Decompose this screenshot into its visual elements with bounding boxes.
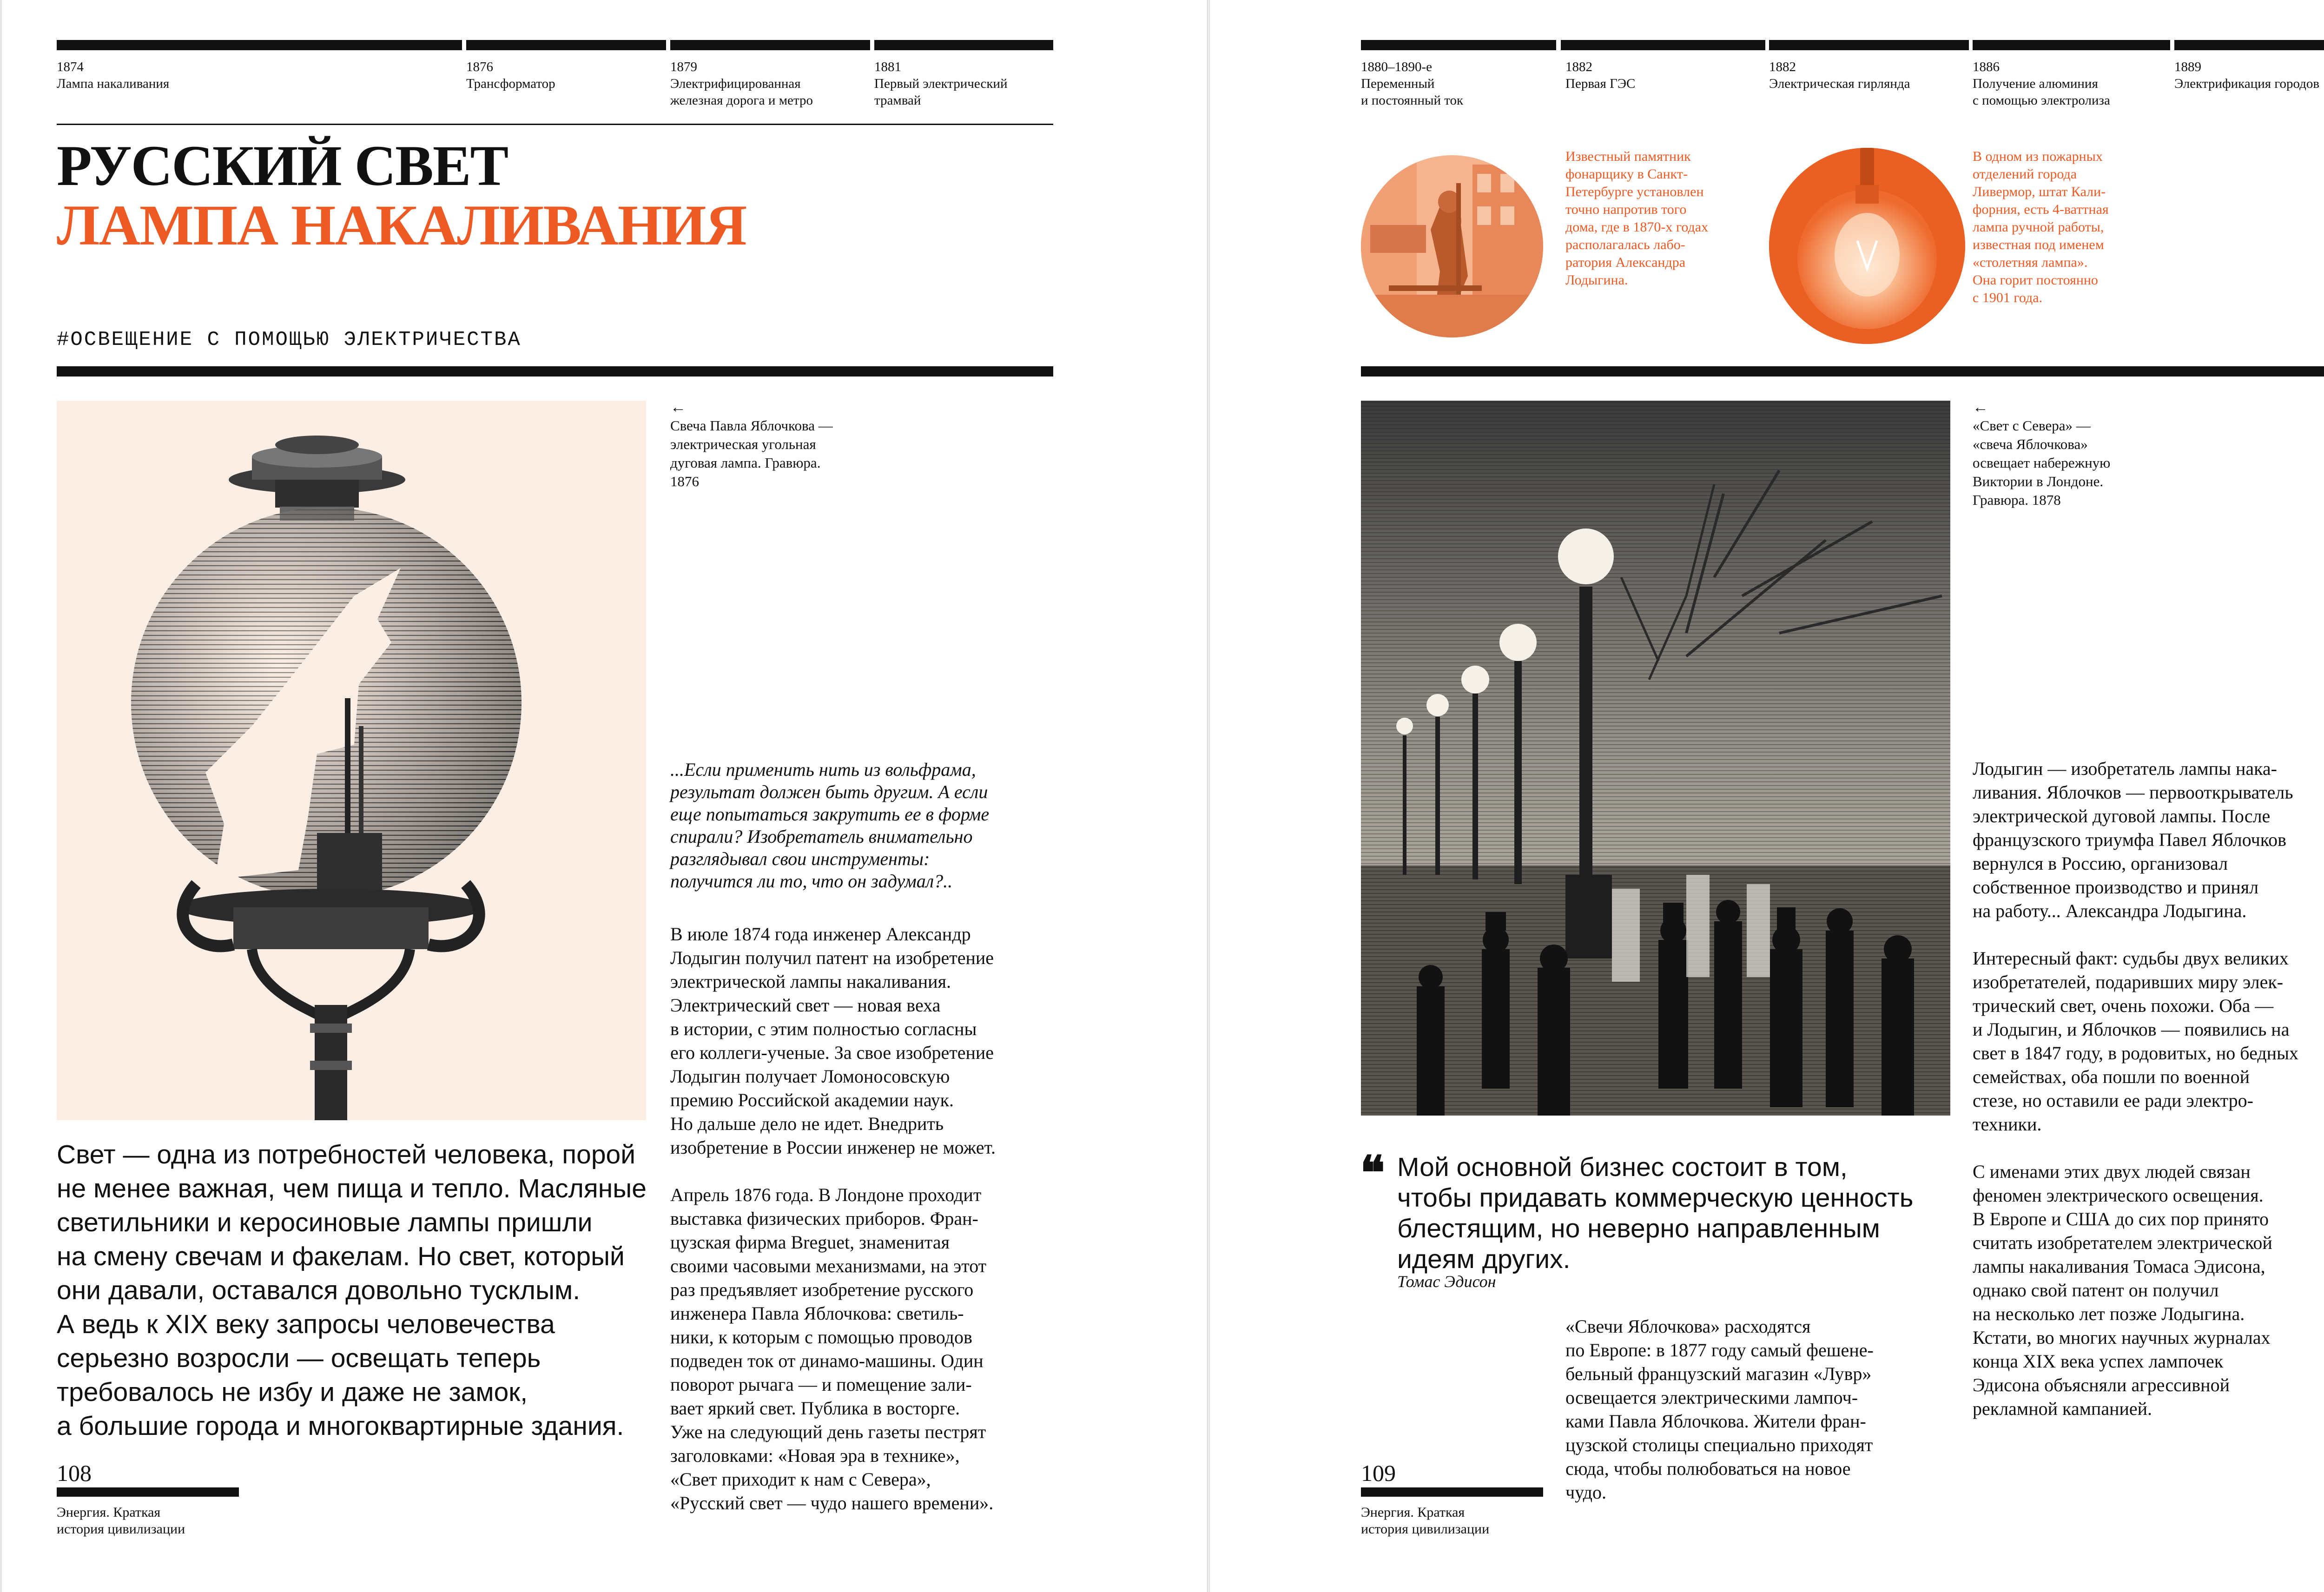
timeline-bar — [1769, 40, 1969, 50]
quote-line: спирали? Изобретатель внимательно — [670, 826, 973, 847]
arrow-left-icon: ← — [670, 399, 686, 416]
timeline-entry — [466, 59, 555, 92]
quote-line: еще попытаться закрутить ее в форме — [670, 804, 990, 825]
lead-line: а большие города и многоквартирные здания. — [57, 1411, 624, 1441]
centennial-bulb-photo — [1769, 148, 1965, 344]
monument-caption: Известный памятник фонарщику в Санкт- Петербурге установлен точно напротив того дома, где в 1870-х годах располагалась лабо- ратория Александра Лодыгина. — [1565, 149, 1709, 288]
timeline-rule — [57, 124, 1053, 125]
caption-line: «свеча Яблочкова» — [1973, 436, 2088, 452]
monument-illustration — [1361, 155, 1543, 337]
pull-quote: Мой основной бизнес состоит в том, чтобы придавать коммерческую ценность блестящим, но неверно направленным идеям других. — [1397, 1152, 1914, 1274]
lamplighter-monument-photo — [1361, 155, 1543, 337]
timeline-label: Первая ГЭС — [1565, 76, 1636, 91]
body-column-middle — [1565, 1315, 1874, 1528]
lead-line: они давали, оставался довольно тусклым. — [57, 1275, 581, 1305]
timeline-year: 1881 — [874, 59, 901, 74]
page-subtitle: ЛАМПА НАКАЛИВАНИЯ — [57, 193, 746, 257]
timeline-entry — [1361, 59, 1463, 109]
lead-line: А ведь к XIX веку запросы человечества — [57, 1309, 555, 1339]
lead-line: не менее важная, чем пища и тепло. Масляные — [57, 1174, 647, 1203]
page-title: РУССКИЙ СВЕТ — [57, 134, 508, 198]
body-column-right — [1973, 757, 2298, 1444]
lead-line: требовалось не избу и даже не замок, — [57, 1377, 528, 1407]
book-spine — [1207, 0, 1210, 1592]
lead-paragraph — [57, 1138, 647, 1443]
running-footer: Энергия. Краткая история цивилизации — [1361, 1505, 1490, 1537]
timeline-label: Электрическая гирлянда — [1769, 76, 1910, 91]
paragraph: С именами этих двух людей связан феномен электрического освещения. В Европе и США до сих пор принято считать изобретателем электрической лампы накаливания Томаса Эдисона, однако свой патент он получил на несколько лет позже Лодыгина. Кстати, во многих научных журналах конца XIX века успех лампочек Эдисона объясняли агрессивной рекламной кампанией. — [1973, 1161, 2272, 1419]
topic-hashtag: #ОСВЕЩЕНИЕ С ПОМОЩЬЮ ЭЛЕКТРИЧЕСТВА — [57, 328, 522, 351]
quote-author: Томас Эдисон — [1397, 1272, 1496, 1291]
section-divider — [1361, 366, 2324, 377]
quote-line: разглядывал свои инструменты: — [670, 848, 930, 869]
timeline-year: 1882 — [1769, 59, 1796, 74]
timeline-bar — [466, 40, 666, 50]
lamp-illustration — [57, 401, 646, 1120]
timeline-entry — [57, 59, 169, 92]
section-divider — [57, 366, 1053, 377]
timeline-label: Электрифицированная — [670, 76, 801, 91]
timeline-label: железная дорога и метро — [670, 93, 813, 108]
timeline-entry — [670, 59, 813, 109]
page-number: 109 — [1361, 1460, 1396, 1486]
paragraph: Интересный факт: судьбы двух великих изобретателей, подаривших миру элек- трический свет, очень похожи. Оба — и Лодыгин, и Яблочков — появились на свет в 1847 году, в родовитых, но бедных семействах, оба пошли по военной стезе, но оставили ее ради электро- техники. — [1973, 948, 2298, 1135]
caption-line: «Свет с Севера» — — [1973, 417, 2091, 434]
timeline-label: Первый электрический — [874, 76, 1008, 91]
timeline-year: 1880–1890-е — [1361, 59, 1433, 74]
arrow-left-icon: ← — [1973, 399, 1988, 416]
caption-line: Виктории в Лондоне. — [1973, 473, 2104, 489]
page-number-bar — [1361, 1487, 1543, 1497]
timeline-year: 1874 — [57, 59, 84, 74]
timeline-bar — [1561, 40, 1765, 50]
paragraph: Лодыгин — изобретатель лампы нака- ливания. Яблочков — первооткрыватель электрической дуговой лампы. После французского триумфа Павел Яблочков вернулся в Россию, организовал собственное производство и принял на работу... Александра Лодыгина. — [1973, 758, 2293, 921]
timeline-year: 1879 — [670, 59, 697, 74]
timeline-entry — [874, 59, 1007, 109]
paragraph: В июле 1874 года инженер Александр Лодыгин получил патент на изобретение электрической лампы накаливания. Электрический свет — новая веха в истории, с этим полностью согласны его коллеги-ученые. За свое изобретение Лодыгин получает Ломоносовскую премию Российской академии наук. Но дальше дело не идет. Внедрить изобретение в России инженер не может. — [670, 924, 996, 1158]
timeline-entry — [2174, 59, 2319, 92]
timeline-year: 1889 — [2174, 59, 2201, 74]
timeline-label: Электрификация городов — [2174, 76, 2320, 91]
caption-line: освещает набережную — [1973, 455, 2111, 471]
image-caption — [1973, 399, 2110, 509]
timeline-entry — [1565, 59, 1635, 92]
page-number-bar — [57, 1487, 239, 1497]
bulb-caption: В одном из пожарных отделений города Ливермор, штат Кали- форния, есть 4-ваттная лампа ручной работы, известная под именем «столетняя лампа». Она горит постоянно с 1901 года. — [1973, 149, 2109, 305]
caption-line: 1876 — [670, 473, 699, 489]
paragraph: Апрель 1876 года. В Лондоне проходит выставка физических приборов. Фран- цузская фирма Breguet, знаменитая своими часовыми механизмами, на этот раз предъявляет изобретение русского инженера Павла Яблочкова: светиль- ники, к которым с помощью проводов подведен ток от динамо-машины. Один поворот рычага — и помещение зали- вает яркий свет. Публика в восторге. Уже на следующий день газеты пестрят заголовками: «Новая эра в технике», «Свет приходит к нам с Севера», «Русский свет — чудо нашего времени». — [670, 1184, 994, 1513]
embankment-illustration — [1361, 401, 1950, 1116]
lead-line: на смену свечам и факелам. Но свет, который — [57, 1242, 625, 1271]
timeline-year: 1882 — [1565, 59, 1592, 74]
victoria-embankment-engraving — [1361, 401, 1950, 1116]
lead-line: светильники и керосиновые лампы пришли — [57, 1208, 593, 1237]
quote-line: результат должен быть другим. А если — [670, 781, 988, 802]
timeline-label: Трансформатор — [466, 76, 555, 91]
quote-mark-icon: ❝ — [1360, 1148, 1385, 1199]
timeline-bar — [670, 40, 870, 50]
timeline-bar — [1361, 40, 1556, 50]
quote-line: получится ли то, что он задумал?.. — [670, 871, 953, 892]
bulb-illustration — [1769, 148, 1965, 344]
timeline-label: Получение алюминия — [1973, 76, 2098, 91]
timeline-bar — [57, 40, 462, 50]
timeline-bar — [2174, 40, 2324, 50]
page-number: 108 — [57, 1460, 92, 1486]
yablochkov-lamp-engraving — [57, 401, 646, 1120]
caption-line: Свеча Павла Яблочкова — — [670, 417, 833, 434]
timeline-bar — [874, 40, 1053, 50]
lead-line: Свет — одна из потребностей человека, порой — [57, 1140, 636, 1169]
timeline-label: трамвай — [874, 93, 921, 108]
caption-line: Гравюра. 1878 — [1973, 492, 2061, 508]
paragraph: «Свечи Яблочкова» расходятся по Европе: в 1877 году самый фешене- бельный французский магазин «Лувр» освещается электрическими лампоч- ками Павла Яблочкова. Жители фран- цузской столицы специально приходят сюда, чтобы полюбоваться на новое чудо. — [1565, 1316, 1874, 1503]
left-page-edge — [0, 0, 2, 1592]
running-footer: Энергия. Краткая история цивилизации — [57, 1505, 185, 1537]
caption-line: дуговая лампа. Гравюра. — [670, 455, 821, 471]
timeline-year: 1886 — [1973, 59, 2000, 74]
lead-line: серьезно возросли — освещать теперь — [57, 1343, 541, 1373]
timeline-entry — [1973, 59, 2110, 109]
body-column-left — [670, 922, 996, 1539]
timeline-entry — [1769, 59, 1910, 92]
intro-quote — [670, 759, 989, 892]
image-caption — [670, 399, 833, 491]
timeline-label: с помощью электролиза — [1973, 93, 2110, 108]
timeline-label: Переменный — [1361, 76, 1435, 91]
timeline-year: 1876 — [466, 59, 493, 74]
timeline-label: Лампа накаливания — [57, 76, 170, 91]
quote-line: ...Если применить нить из вольфрама, — [670, 759, 976, 780]
timeline-label: и постоянный ток — [1361, 93, 1464, 108]
timeline-bar — [1973, 40, 2170, 50]
caption-line: электрическая угольная — [670, 436, 816, 452]
